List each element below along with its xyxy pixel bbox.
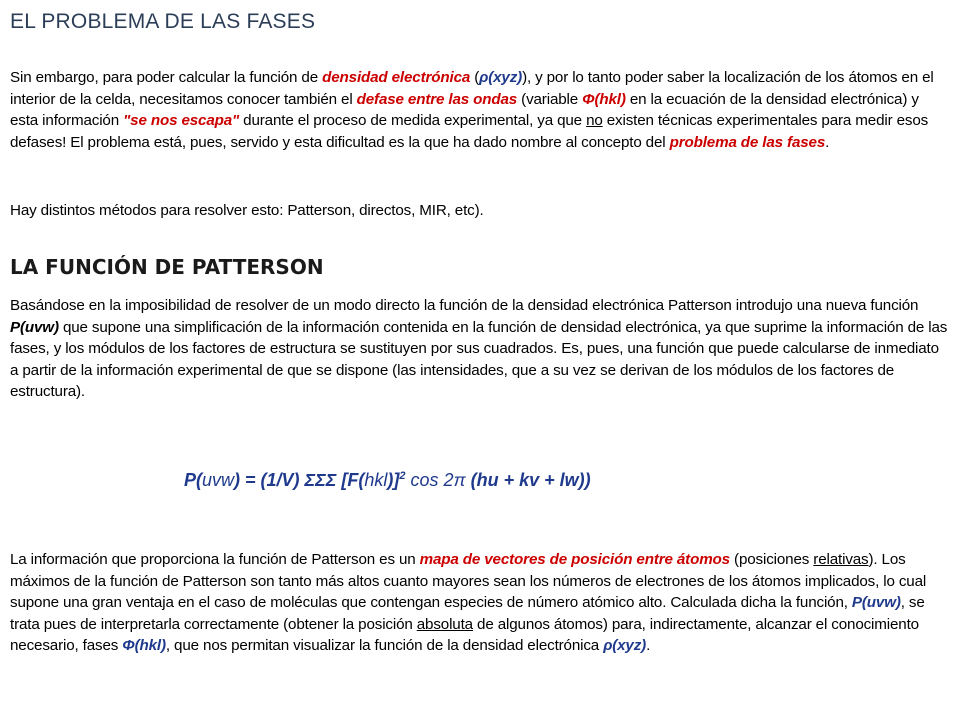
formula-hkl: hkl	[364, 470, 388, 490]
highlight-phase-problem: problema de las fases	[669, 133, 826, 151]
text-run: en la ecuación de la densidad electrónica) y esta información	[10, 90, 919, 129]
formula-argument: (hu + kv + lw))	[470, 470, 591, 490]
text-run: Basándose en la imposibilidad de resolver de un modo directo la función de la densidad electrónica Patterson introdujo una nueva función	[10, 297, 919, 314]
paragraph-methods: Hay distintos métodos para resolver esto: Patterson, directos, MIR, etc).	[10, 202, 484, 219]
highlight-phase-shift: defase entre las ondas	[356, 90, 518, 108]
text-run: , se trata pues de interpretarla correctamente (obtener la posición	[10, 594, 925, 633]
text-run: La información que proporciona la función de Patterson es un	[10, 551, 420, 568]
text-run: , que nos permitan visualizar la función de la densidad electrónica	[165, 637, 604, 654]
section-title-phase-problem: EL PROBLEMA DE LAS FASES	[10, 10, 316, 33]
highlight-electron-density: densidad electrónica	[322, 69, 471, 86]
text-run: ). Los máximos de la función de Patterson son tanto más altos cuanto mayores sean los números de electrones de los átomos implicados, lo cual supone una gran ventaja en el caso de moléculas que contengan especies de número atómico alto. Calculada dicha la función,	[10, 551, 927, 611]
text-run: existen técnicas experimentales para medir esos defases! El problema está, pues, servido y esta dificultad es la que ha dado nombre al concepto del	[10, 112, 929, 151]
text-run: (	[470, 69, 480, 86]
text-run: que supone una simplificación de la información contenida en la función de densidad electrónica, ya que suprime la información de las fases, y los módulos de los factores de estructura se sustituyen por sus cuadrados. Es, pues, una función que puede calcularse de inmediato a partir de la información experimental de que se dispone (las intensidades, que a su vez se derivan de los módulos de los factores de estructura).	[10, 318, 948, 400]
paragraph-phase-problem	[10, 67, 950, 153]
symbol-p-uvw: P(uvw)	[10, 318, 59, 336]
text-run: .	[825, 133, 830, 151]
highlight-escapes: "se nos escapa"	[123, 112, 240, 129]
formula-exponent: 2	[399, 470, 406, 482]
formula-p: P(	[184, 470, 202, 490]
section-title-patterson: LA FUNCIÓN DE PATTERSON	[10, 255, 324, 279]
paragraph-patterson-map	[10, 549, 950, 657]
highlight-vector-map: mapa de vectores de posición entre átomos	[419, 551, 730, 568]
formula-close: )]	[387, 470, 400, 490]
text-run: Sin embargo, para poder calcular la función de	[10, 69, 323, 86]
text-run: (posiciones	[729, 551, 814, 568]
symbol-phi-hkl-2: Φ(hkl)	[122, 637, 166, 654]
symbol-rho-xyz: ρ(xyz)	[479, 69, 523, 86]
underlined-no: no	[586, 112, 603, 129]
text-run: ), y por lo tanto poder saber la localización de los átomos en el interior de la celda, necesitamos conocer también el	[10, 69, 934, 108]
formula-cos: cos 2π	[405, 470, 471, 490]
text-run: .	[646, 637, 651, 654]
formula-uvw: uvw	[202, 470, 235, 490]
text-run: (variable	[517, 90, 583, 108]
symbol-p-uvw-2: P(uvw)	[851, 594, 901, 611]
paragraph-patterson-intro	[10, 295, 950, 403]
symbol-phi-hkl: Φ(hkl)	[582, 90, 626, 108]
formula-sum: ) = (1/V) ΣΣΣ [F(	[234, 470, 365, 490]
patterson-formula	[184, 470, 591, 491]
symbol-rho-xyz-2: ρ(xyz)	[603, 637, 647, 654]
text-run: de algunos átomos) para, indirectamente, alcanzar el conocimiento necesario, fases	[10, 615, 919, 654]
underlined-absolute: absoluta	[416, 615, 473, 633]
text-run: durante el proceso de medida experimental, ya que	[239, 112, 587, 129]
underlined-relative: relativas	[813, 551, 869, 568]
